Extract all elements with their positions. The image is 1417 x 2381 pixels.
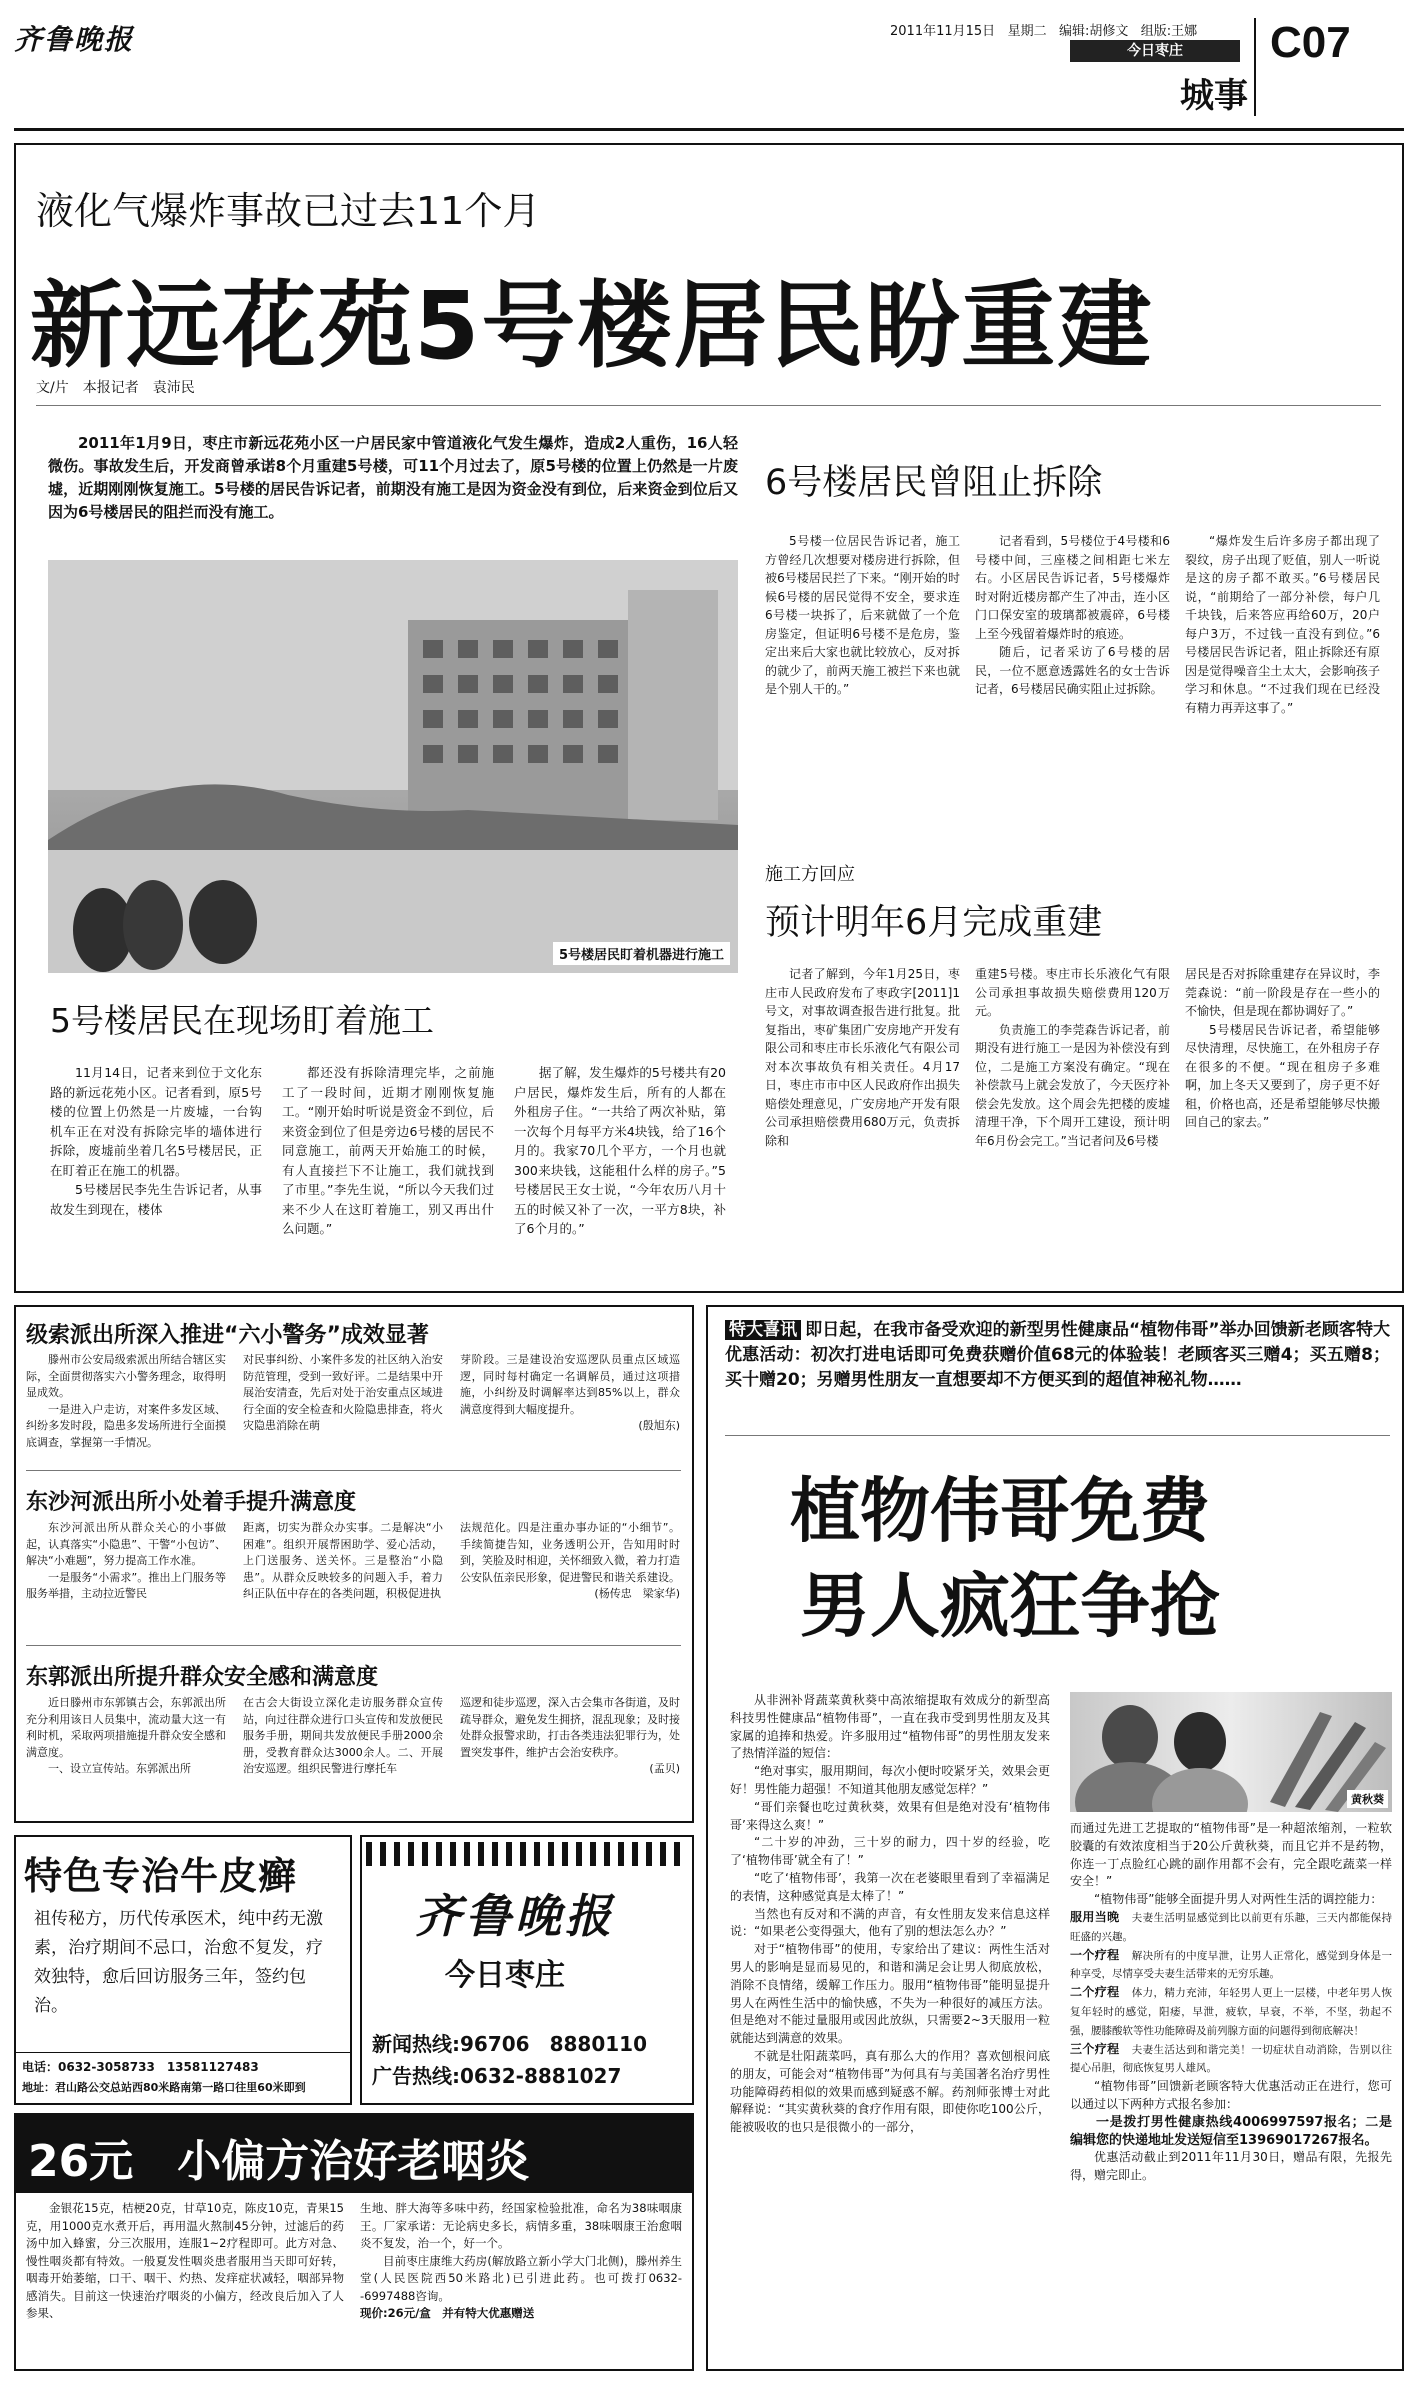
sub1-col-3-para: 据了解，发生爆炸的5号楼共有20户居民，爆炸发生后，所有的人都在外租房子住。“一共给了两次补贴，第一次每个月每平方米4块钱，给了16个月的。我家70几个平方，一个月也就300来块钱，这能租什么样的房子。”5号楼居民王女士说，“今年农历八月十五的时候又补了一次，一平方8块，补了6个月的。” <box>514 1065 726 1236</box>
police-3-para-c: 在古会大街设立深化走访服务群众宣传站，向过往群众进行口头宣传和发放便民服务手册，期间共发放便民手册2000余册，受教育群众达3000余人。二、开展治安巡逻。组织民警进行摩托车 <box>243 1696 443 1775</box>
skin-ad-phone: 电话：0632-3058733 13581127483 <box>22 2060 259 2074</box>
sub2-col-2-para: 记者看到，5号楼位于4号楼和6号楼中间，三座楼之间相距七米左右。小区居民告诉记者，5号楼爆炸时对附近楼房都产生了冲击，连小区门口保安室的玻璃都被震碎，6号楼上至今残留着爆炸时的痕迹。 <box>975 534 1170 641</box>
police-1-para-c: 对民事纠纷、小案件多发的社区纳入治安防范管理，受到一致好评。二是结果中开展治安清查，先后对处于治安重点区域进行全面的安全检查和火险隐患排查，将火灾隐患消除在萌 <box>243 1353 443 1432</box>
police-2-para-a: 东沙河派出所从群众关心的小事做起，认真落实“小隐患”、干警“小包访”、解决“小难题”，努力提高工作水准。 <box>26 1521 226 1567</box>
throat-ad-col-1 <box>26 2200 344 2323</box>
zhiwu-ad-deadline: 优惠活动截止到2011年11月30日，赠品有限，先报先得，赠完即止。 <box>1070 2150 1392 2183</box>
police-3-para-b: 一、设立宣传站。东郭派出所 <box>48 1762 191 1775</box>
police-divider-2 <box>26 1645 681 1646</box>
throat-ad-para-3: 目前枣庄康维大药房(解放路立新小学大门北侧)，滕州养生堂(人民医院西50米路北)已引进此药。也可拨打0632--6997488咨询。 <box>360 2253 682 2303</box>
masthead-rule <box>14 128 1404 131</box>
lead-photo <box>48 560 738 973</box>
skin-ad-title: 特色专治牛皮癣 <box>24 1854 298 1898</box>
throat-ad-para-2: 生地、胖大海等多味中药，经国家检验批准，命名为38味咽康王。厂家承诺：无论病史多长，病情多重，38味咽康王治愈咽炎不复发，治一个，好一个。 <box>360 2201 682 2250</box>
police-1-para-d: 芽阶段。三是建设治安巡逻队员重点区域巡逻，同时每村确定一名调解员，通过这项措施，小纠纷及时调解率达到85%以上，群众满意度得到大幅度提升。 <box>460 1353 680 1416</box>
course-3-text: 体力，精力充沛，年轻男人更上一层楼，中老年男人恢复年轻时的感觉，阳痿，早泄，疲软，早衰，不举，不坚，勃起不强，腰膝酸软等性功能障碍及前列腺方面的问题得到彻底解决！ <box>1070 1987 1392 2037</box>
zhiwu-ad-title-1: 植物伟哥免费 <box>790 1470 1210 1552</box>
section-name: 城事 <box>1180 76 1248 116</box>
police-3-para-d: 巡逻和徒步巡逻，深入古会集市各街道，及时疏导群众，避免发生拥挤，混乱现象；及时接处群众报警求助，打击各类违法犯罪行为，处置突发事件，维护古会治安秩序。 <box>460 1696 680 1759</box>
lead-byline: 文/片 本报记者 袁沛民 <box>36 380 195 396</box>
paper-ad-pattern <box>366 1842 688 1866</box>
zhiwu-ad-left-col <box>730 1692 1050 2137</box>
course-4-text: 夫妻生活达到和谐完美！一切症状自动消除，告别以往提心吊胆，彻底恢复男人雄风。 <box>1070 2043 1392 2075</box>
subhead-5-building: 5号楼居民在现场盯着施工 <box>50 1001 434 1040</box>
sub1-col-1-para2: 5号楼居民李先生告诉记者，从事故发生到现在，楼体 <box>50 1182 262 1217</box>
sub2-col-2 <box>975 532 1170 699</box>
layout-credit: 组版:王娜 <box>1140 24 1198 39</box>
sub3-col-2 <box>975 965 1170 1150</box>
zhiwu-ad-quote-4: “吃了‘植物伟哥’，我第一次在老婆眼里看到了幸福满足的表情，这种感觉真是太棒了！” <box>730 1870 1050 1903</box>
sub3-col-1-para: 记者了解到，今年1月25日，枣庄市人民政府发布了枣政字[2011]1号文，对事故调查报告进行批复。批复指出，枣矿集团广安房地产开发有限公司和枣庄市长乐液化气有限公司对本次事故负有相关责任。4月17日，枣庄市市中区人民政府作出损失赔偿处理意见，广安房地产开发有限公司承担赔偿费用680万元，负责拆除和 <box>765 967 960 1148</box>
editor-credit: 编辑:胡修文 <box>1059 24 1129 39</box>
police-3-col-1 <box>26 1695 226 1778</box>
lead-intro-text: 2011年1月9日，枣庄市新远花苑小区一户居民家中管道液化气发生爆炸，造成2人重伤，16人轻微伤。事故发生后，开发商曾承诺8个月重建5号楼，可11个月过去了，原5号楼的位置上仍然是一片废墟，近期刚刚恢复施工。5号楼的居民告诉记者，前期没有施工是因为资金没有到位，后来资金到位后又因为6号楼居民的阻拦而没有施工。 <box>48 434 738 521</box>
paper-ad-edition: 今日枣庄 <box>445 1958 565 1993</box>
zhiwu-ad-banner <box>725 1318 1390 1393</box>
sub2-col-1-para: 5号楼一位居民告诉记者，施工方曾经几次想要对楼房进行拆除，但被6号楼居民拦了下来。“刚开始的时候6号楼的居民觉得不安全，要求连6号楼一块拆了，后来就做了一个危房鉴定，但证明6号楼不是危房，鉴定出来后大家也就比较放心，反对拆的就少了，前两天施工被拦下来也就是个别人干的。” <box>765 534 960 696</box>
zhiwu-ad-signup: 一是拨打男性健康热线4006997597报名；二是编辑您的快递地址发送短信至13969017267报名。 <box>1070 2114 1392 2148</box>
police-3-col-3 <box>460 1695 680 1778</box>
zhiwu-ad-tag: 特大喜讯 <box>725 1320 801 1340</box>
zhiwu-ad-rule <box>725 1435 1390 1436</box>
zhiwu-ad-quote-2: “哥们亲餐也吃过黄秋葵，效果有但是绝对没有‘植物伟哥’来得这么爽！” <box>730 1799 1050 1832</box>
throat-ad-title: 26元 小偏方治好老咽炎 <box>28 2136 530 2187</box>
subhead-rebuild-schedule: 预计明年6月完成重建 <box>765 903 1103 943</box>
zhiwu-ad-quote-3: “二十岁的冲劲，三十岁的耐力，四十岁的经验，吃了‘植物伟哥’就全有了！” <box>730 1835 1050 1868</box>
police-3-col-2 <box>243 1695 443 1778</box>
police-2-col-2 <box>243 1520 443 1603</box>
zhiwu-ad-banner-text: 即日起，在我市备受欢迎的新型男性健康品“植物伟哥”举办回馈新老顾客特大优惠活动：初次打进电话即可免费获赠价值68元的体验装！老顾客买三赠4；买五赠8；买十赠20；另赠男性朋友一直想要却不方便买到的超值神秘礼物…… <box>725 1320 1390 1390</box>
sub1-col-1 <box>50 1063 262 1219</box>
issue-date: 2011年11月15日 <box>890 24 996 39</box>
lead-kicker: 液化气爆炸事故已过去11个月 <box>36 189 541 233</box>
couple-and-okra-photo <box>1070 1692 1392 1812</box>
newspaper-logo: 齐鲁晚报 <box>14 23 135 56</box>
course-2-text: 解决所有的中度早泄，让男人正常化，感觉到身体是一种享受，尽情享受夫妻生活带来的无穷乐趣。 <box>1070 1949 1392 1981</box>
sub3-col-2-para: 重建5号楼。枣庄市长乐液化气有限公司承担事故损失赔偿费用120万元。 <box>975 967 1170 1018</box>
photo-caption: 5号楼居民盯着机器进行施工 <box>553 942 730 965</box>
sub2-col-3 <box>1185 532 1380 717</box>
sub2-col-3-para: “爆炸发生后许多房子都出现了裂纹，房子出现了贬值，别人一听说是这的房子都不敢买。”6号楼居民说，“前期给了一部分补偿，每户几千块钱，后来答应再给60万，20户每户3万，不过钱一直没有到位。”6号楼居民告诉记者，阻止拆除还有原因是觉得噪音尘土太大，会影响孩子学习和休息。“不过我们现在已经没有精力再弄这事了。” <box>1185 534 1380 715</box>
section-tag: 今日枣庄 <box>1070 40 1240 62</box>
sub2-col-1 <box>765 532 960 699</box>
sub3-col-1 <box>765 965 960 1150</box>
throat-ad-price: 现价:26元/盒 并有特大优惠赠送 <box>360 2306 535 2320</box>
zhiwu-ad-title-2: 男人疯狂争抢 <box>800 1565 1220 1647</box>
course-3-heading: 二个疗程 <box>1070 1985 1120 2000</box>
course-1-text: 夫妻生活明显感觉到比以前更有乐趣，三天内都能保持旺盛的兴趣。 <box>1070 1911 1392 1943</box>
police-headline-2: 东沙河派出所小处着手提升满意度 <box>26 1490 357 1515</box>
police-divider-1 <box>26 1470 681 1471</box>
sub3-col-3-para: 居民是否对拆除重建存在异议时，李莞森说：“前一阶段是存在一些小的不愉快，但是现在都协调好了。” <box>1185 967 1380 1018</box>
skin-ad-body: 祖传秘方，历代传承医术，纯中药无激素，治疗期间不忌口，治愈不复发，疗效独特，愈后回访服务三年，签约包治。 <box>34 1909 323 2016</box>
sub2-col-2-para2: 随后，记者采访了6号楼的居民，一位不愿意透露姓名的女士告诉记者，6号楼居民确实阻止过拆除。 <box>975 645 1170 696</box>
sub1-col-3 <box>514 1063 726 1239</box>
masthead-divider <box>1254 18 1256 116</box>
course-1-heading: 服用当晚 <box>1070 1909 1120 1924</box>
paper-ad-ad-hotline: 广告热线:0632-8881027 <box>372 2064 622 2088</box>
zhiwu-ad-right-para-2: “植物伟哥”能够全面提升男人对两性生活的调控能力： <box>1094 1892 1383 1907</box>
zhiwu-ad-photo <box>1070 1692 1392 1812</box>
zhiwu-ad-right-para-3: “植物伟哥”回馈新老顾客特大优惠活动正在进行，您可以通过以下两种方式报名参加： <box>1070 2079 1392 2111</box>
zhiwu-ad-right-col <box>1070 1820 1392 2185</box>
zhiwu-ad-left-intro: 从非洲补肾蔬菜黄秋葵中高浓缩提取有效成分的新型高科技男性健康品“植物伟哥”，一直在我市受到男性朋友及其家属的追捧和热爱。许多服用过“植物伟哥”的男性朋友发来了热情洋溢的短信： <box>730 1693 1050 1761</box>
zhiwu-ad-photo-label: 黄秋葵 <box>1347 1790 1388 1808</box>
subhead-contractor-kicker: 施工方回应 <box>765 864 855 885</box>
page-number: C07 <box>1270 18 1351 67</box>
police-2-signature: (杨传忠 梁家华) <box>594 1587 680 1600</box>
sub1-col-1-para: 11月14日，记者来到位于文化东路的新远花苑小区。记者看到，原5号楼的位置上仍然是一片废墟，一台钩机车正在对没有拆除完毕的墙体进行拆除，废墟前坐着几名5号楼居民，正在盯着正在施工的机器。 <box>50 1065 262 1178</box>
police-1-para-b: 一是进入户走访，对案件多发区域、纠纷多发时段，隐患多发场所进行全面摸底调查，掌握第一手情况。 <box>26 1402 226 1449</box>
police-1-col-3 <box>460 1352 680 1435</box>
lead-intro <box>48 432 738 524</box>
sub3-col-3 <box>1185 965 1380 1132</box>
throat-ad-col-2 <box>360 2200 682 2323</box>
police-2-para-c: 距离，切实为群众办实事。二是解决“小困难”。组织开展帮困助学、爱心活动，上门送服务、送关怀。三是整治“小隐患”。从群众反映较多的问题入手，着力纠正队伍中存在的各类问题，积极促进执 <box>243 1521 443 1600</box>
paper-ad-news-hotline: 新闻热线:96706 8880110 <box>372 2032 647 2056</box>
byline-rule <box>36 405 1381 406</box>
police-2-para-b: 一是服务“小需求”。推出上门服务等服务举措，主动拉近警民 <box>26 1570 226 1600</box>
masthead-info <box>890 20 1197 39</box>
sub3-col-3-para2: 5号楼居民告诉记者，希望能够尽快清理，尽快施工，在外租房子存在很多的不便。“现在租房子多难啊，加上冬天又要到了，房子更不好租，价格也高，还是希望能够尽快搬回自己的家去。” <box>1185 1022 1380 1129</box>
zhiwu-ad-left-para-3: 对于“植物伟哥”的使用，专家给出了建议：两性生活对男人的影响是显而易见的，和谐和满足会让男人彻底放松，消除不良情绪，缓解工作压力。服用“植物伟哥”能明显提升男人在两性生活中的愉快感，不失为一种很好的减压方法。但是绝对不能过量服用或因此放纵，只需要2~3天服用一粒就能达到满意的效果。 <box>730 1942 1050 2046</box>
subhead-6-building: 6号楼居民曾阻止拆除 <box>765 463 1103 503</box>
lead-headline: 新远花苑5号楼居民盼重建 <box>30 272 1154 381</box>
police-1-signature: (殷旭东) <box>638 1419 680 1432</box>
zhiwu-ad-left-para-4: 不就是壮阳蔬菜吗，真有那么大的作用？喜欢刨根问底的朋友，可能会对“植物伟哥”为何具有与美国著名治疗男性功能障碍药相似的效果而感到疑惑不解。药剂师张博士对此解释说：“其实黄秋葵的食疗作用有限，即使你吃100公斤，能被吸收的也只是很微小的一部分， <box>730 2048 1050 2135</box>
police-3-signature: (孟贝) <box>649 1762 680 1775</box>
police-3-para-a: 近日滕州市东郭镇古会，东郭派出所充分利用该日人员集中，流动量大这一有利时机，采取两项措施提升群众安全感和满意度。 <box>26 1696 226 1759</box>
police-1-col-1 <box>26 1352 226 1451</box>
course-2-heading: 一个疗程 <box>1070 1947 1120 1962</box>
police-2-col-1 <box>26 1520 226 1603</box>
issue-weekday: 星期二 <box>1007 24 1047 39</box>
police-1-para-a: 滕州市公安局级索派出所结合辖区实际，全面贯彻落实六小警务理念，取得明显成效。 <box>26 1353 226 1399</box>
zhiwu-ad-right-para-1: 而通过先进工艺提取的“植物伟哥”是一种超浓缩剂，一粒软胶囊的有效浓度相当于20公斤黄秋葵，而且它并不是药物，你连一丁点脸红心跳的副作用都不会有，完全跟吃蔬菜一样安全！” <box>1070 1821 1392 1889</box>
police-1-col-2 <box>243 1352 443 1435</box>
paper-ad-logo: 齐鲁晚报 <box>415 1889 615 1943</box>
zhiwu-ad-quote-1: “绝对事实，服用期间，每次小便时咬紧牙关，效果会更好！男性能力超强！不知道其他朋友感觉怎样？” <box>730 1764 1050 1796</box>
demolition-site-photo <box>48 560 738 973</box>
police-2-col-3 <box>460 1520 680 1603</box>
police-headline-3: 东郭派出所提升群众安全感和满意度 <box>26 1665 379 1690</box>
sub1-col-2-para: 都还没有拆除清理完毕，之前施工了一段时间，近期才刚刚恢复施工。“刚开始时听说是资金不到位，后来资金到位了但是旁边6号楼的居民不同意施工，前两天开始施工的时候，有人直接拦下不让施工，我们就找到了市里。”李先生说，“所以今天我们过来不少人在这盯着施工，别又再出什么问题。” <box>282 1065 494 1236</box>
skin-ad-rule <box>14 2052 352 2053</box>
police-2-para-d: 法规范化。四是注重办事办证的“小细节”。手续简捷告知，业务透明公开，告知用时时到，笑脸及时相迎，关怀细致入微，着力打造公安队伍亲民形象，促进警民和谐关系建设。 <box>460 1521 680 1584</box>
sub1-col-2 <box>282 1063 494 1239</box>
zhiwu-ad-left-para-2: 当然也有反对和不满的声音，有女性朋友发来信息这样说：“如果老公变得强大，他有了别的想法怎么办？” <box>730 1906 1050 1939</box>
sub3-col-2-para2: 负责施工的李莞森告诉记者，前期没有进行施工一是因为补偿没有到位，二是施工方案没有确定。“现在补偿款马上就会发放了，今天医疗补偿会先发放。这个周会先把楼的废墟清理干净，下个周开工建设，预计明年6月份会完工。”当记者问及6号楼 <box>975 1022 1170 1148</box>
course-4-heading: 三个疗程 <box>1070 2041 1120 2056</box>
police-headline-1: 级索派出所深入推进“六小警务”成效显著 <box>26 1323 429 1348</box>
skin-ad-address: 地址：君山路公交总站西80米路南第一路口往里60米即到 <box>22 2081 306 2094</box>
throat-ad-para-1: 金银花15克，桔梗20克，甘草10克，陈皮10克，青果15克，用1000克水煮开后，再用温火熬制45分钟，过滤后的药汤中加入蜂蜜，分三次服用，连服1~2疗程即可。此方对急、慢性咽炎都有特效。一般夏发性咽炎患者服用当天即可好转，咽毒开始萎缩，口干、咽干、灼热、发痒症状减轻，咽部异物感消失。目前这一快速治疗咽炎的小偏方，经改良后加入了人参果、 <box>26 2201 344 2320</box>
